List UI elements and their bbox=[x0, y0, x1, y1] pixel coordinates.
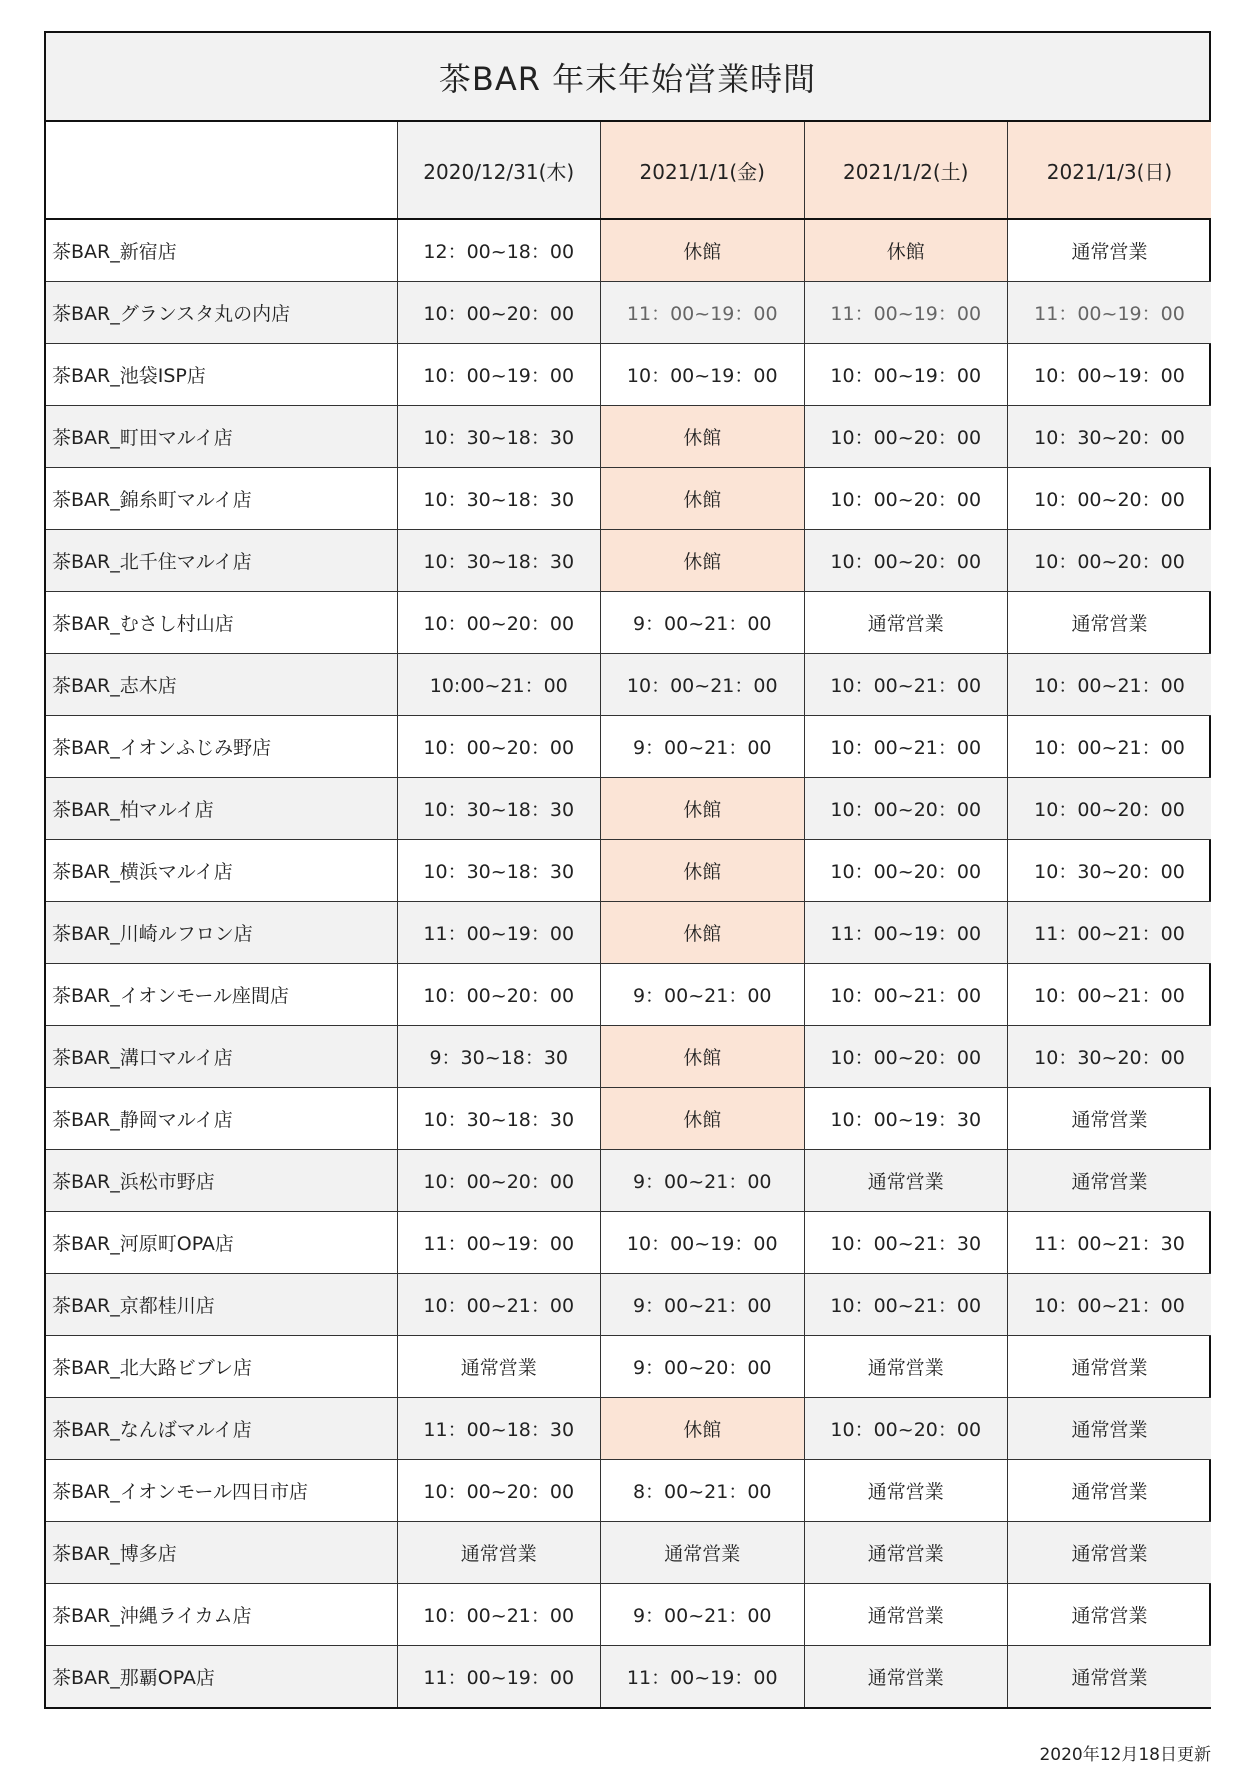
hours-cell: 休館 bbox=[601, 530, 805, 592]
hours-cell: 10：00~20：00 bbox=[1008, 778, 1212, 840]
hours-cell: 10：30~20：00 bbox=[1008, 1026, 1212, 1088]
hours-cell: 10：30~18：30 bbox=[397, 530, 601, 592]
hours-cell: 通常営業 bbox=[1008, 219, 1212, 282]
hours-cell: 通常営業 bbox=[804, 1150, 1008, 1212]
hours-cell: 11：00~19：00 bbox=[804, 902, 1008, 964]
hours-cell: 10：00~21：00 bbox=[397, 1274, 601, 1336]
hours-cell: 9：00~20：00 bbox=[601, 1336, 805, 1398]
hours-cell: 10：00~20：00 bbox=[397, 1150, 601, 1212]
date-header-jan1: 2021/1/1(金) bbox=[601, 122, 805, 219]
hours-cell: 10：00~20：00 bbox=[397, 716, 601, 778]
store-name: 茶BAR_北大路ビブレ店 bbox=[46, 1336, 397, 1398]
table-row bbox=[46, 1336, 1211, 1398]
hours-cell: 10：00~20：00 bbox=[804, 530, 1008, 592]
hours-cell: 10：30~18：30 bbox=[397, 778, 601, 840]
hours-cell: 9：00~21：00 bbox=[601, 1274, 805, 1336]
hours-cell: 10：00~20：00 bbox=[1008, 468, 1212, 530]
hours-cell: 9：00~21：00 bbox=[601, 716, 805, 778]
hours-cell: 9：30~18：30 bbox=[397, 1026, 601, 1088]
hours-cell: 通常営業 bbox=[1008, 592, 1212, 654]
hours-cell: 通常営業 bbox=[1008, 1460, 1212, 1522]
hours-cell: 10：00~21：00 bbox=[601, 654, 805, 716]
hours-cell: 10：00~20：00 bbox=[804, 468, 1008, 530]
hours-cell: 通常営業 bbox=[397, 1336, 601, 1398]
hours-cell: 10：30~20：00 bbox=[1008, 840, 1212, 902]
hours-cell: 11：00~19：00 bbox=[1008, 282, 1212, 344]
hours-cell: 通常営業 bbox=[1008, 1336, 1212, 1398]
hours-cell: 10:00~21：00 bbox=[397, 654, 601, 716]
hours-cell: 10：30~18：30 bbox=[397, 840, 601, 902]
hours-cell: 休館 bbox=[601, 778, 805, 840]
updated-date: 2020年12月18日更新 bbox=[1039, 1745, 1211, 1765]
table-row bbox=[46, 1150, 1211, 1212]
hours-cell: 休館 bbox=[601, 1026, 805, 1088]
store-name: 茶BAR_なんばマルイ店 bbox=[46, 1398, 397, 1460]
table-row bbox=[46, 1460, 1211, 1522]
hours-cell: 通常営業 bbox=[1008, 1398, 1212, 1460]
hours-cell: 10：00~21：00 bbox=[1008, 964, 1212, 1026]
store-name: 茶BAR_京都桂川店 bbox=[46, 1274, 397, 1336]
hours-cell: 通常営業 bbox=[804, 1460, 1008, 1522]
hours-cell: 10：00~21：00 bbox=[804, 654, 1008, 716]
table-row bbox=[46, 1088, 1211, 1150]
hours-cell: 10：30~18：30 bbox=[397, 406, 601, 468]
store-name: 茶BAR_グランスタ丸の内店 bbox=[46, 282, 397, 344]
hours-sheet bbox=[44, 31, 1211, 1709]
hours-cell: 10：00~20：00 bbox=[804, 406, 1008, 468]
table-row bbox=[46, 1646, 1211, 1708]
hours-cell: 通常営業 bbox=[804, 1646, 1008, 1708]
hours-cell: 通常営業 bbox=[1008, 1150, 1212, 1212]
table-body bbox=[46, 219, 1211, 1707]
table-row bbox=[46, 778, 1211, 840]
hours-cell: 通常営業 bbox=[601, 1522, 805, 1584]
hours-cell: 10：00~21：00 bbox=[804, 964, 1008, 1026]
store-name: 茶BAR_川崎ルフロン店 bbox=[46, 902, 397, 964]
store-name: 茶BAR_静岡マルイ店 bbox=[46, 1088, 397, 1150]
hours-cell: 11：00~18：30 bbox=[397, 1398, 601, 1460]
hours-cell: 10：00~20：00 bbox=[397, 964, 601, 1026]
hours-cell: 11：00~19：00 bbox=[601, 1646, 805, 1708]
store-name: 茶BAR_横浜マルイ店 bbox=[46, 840, 397, 902]
date-header-jan2: 2021/1/2(土) bbox=[804, 122, 1008, 219]
hours-cell: 9：00~21：00 bbox=[601, 592, 805, 654]
hours-cell: 10：00~20：00 bbox=[397, 1460, 601, 1522]
store-name: 茶BAR_新宿店 bbox=[46, 219, 397, 282]
hours-cell: 10：00~21：00 bbox=[804, 1274, 1008, 1336]
store-name: 茶BAR_浜松市野店 bbox=[46, 1150, 397, 1212]
hours-cell: 10：00~19：00 bbox=[601, 344, 805, 406]
store-name: 茶BAR_イオンモール四日市店 bbox=[46, 1460, 397, 1522]
hours-cell: 8：00~21：00 bbox=[601, 1460, 805, 1522]
store-name: 茶BAR_イオンモール座間店 bbox=[46, 964, 397, 1026]
hours-cell: 9：00~21：00 bbox=[601, 1584, 805, 1646]
table-row bbox=[46, 902, 1211, 964]
hours-cell: 11：00~19：00 bbox=[397, 902, 601, 964]
store-name: 茶BAR_溝口マルイ店 bbox=[46, 1026, 397, 1088]
hours-cell: 通常営業 bbox=[397, 1522, 601, 1584]
table-row bbox=[46, 654, 1211, 716]
hours-cell: 10：00~19：00 bbox=[1008, 344, 1212, 406]
hours-cell: 通常営業 bbox=[804, 592, 1008, 654]
hours-cell: 10：00~20：00 bbox=[1008, 530, 1212, 592]
hours-cell: 通常営業 bbox=[804, 1336, 1008, 1398]
hours-cell: 通常営業 bbox=[1008, 1646, 1212, 1708]
hours-cell: 10：00~20：00 bbox=[804, 1398, 1008, 1460]
store-name: 茶BAR_博多店 bbox=[46, 1522, 397, 1584]
hours-cell: 9：00~21：00 bbox=[601, 1150, 805, 1212]
store-name: 茶BAR_町田マルイ店 bbox=[46, 406, 397, 468]
hours-cell: 11：00~19：00 bbox=[397, 1212, 601, 1274]
table-row bbox=[46, 1584, 1211, 1646]
table-row bbox=[46, 1522, 1211, 1584]
hours-table bbox=[46, 122, 1211, 1707]
hours-cell: 休館 bbox=[804, 219, 1008, 282]
hours-cell: 11：00~21：00 bbox=[1008, 902, 1212, 964]
date-header-dec31: 2020/12/31(木) bbox=[397, 122, 601, 219]
store-name: 茶BAR_池袋ISP店 bbox=[46, 344, 397, 406]
hours-cell: 10：30~20：00 bbox=[1008, 406, 1212, 468]
store-name: 茶BAR_北千住マルイ店 bbox=[46, 530, 397, 592]
hours-cell: 10：00~21：00 bbox=[1008, 654, 1212, 716]
hours-cell: 休館 bbox=[601, 840, 805, 902]
store-name: 茶BAR_那覇OPA店 bbox=[46, 1646, 397, 1708]
hours-cell: 10：30~18：30 bbox=[397, 1088, 601, 1150]
hours-cell: 10：00~20：00 bbox=[397, 592, 601, 654]
hours-cell: 10：00~19：00 bbox=[601, 1212, 805, 1274]
table-row bbox=[46, 592, 1211, 654]
date-header-jan3: 2021/1/3(日) bbox=[1008, 122, 1212, 219]
table-row bbox=[46, 1026, 1211, 1088]
table-row bbox=[46, 1212, 1211, 1274]
hours-cell: 12：00~18：00 bbox=[397, 219, 601, 282]
hours-cell: 10：00~19：00 bbox=[804, 344, 1008, 406]
hours-cell: 10：30~18：30 bbox=[397, 468, 601, 530]
store-name: 茶BAR_沖縄ライカム店 bbox=[46, 1584, 397, 1646]
table-row bbox=[46, 406, 1211, 468]
table-row bbox=[46, 964, 1211, 1026]
hours-cell: 休館 bbox=[601, 1088, 805, 1150]
table-row bbox=[46, 282, 1211, 344]
hours-cell: 休館 bbox=[601, 1398, 805, 1460]
hours-cell: 休館 bbox=[601, 902, 805, 964]
table-row bbox=[46, 468, 1211, 530]
hours-cell: 9：00~21：00 bbox=[601, 964, 805, 1026]
hours-cell: 11：00~19：00 bbox=[804, 282, 1008, 344]
hours-cell: 通常営業 bbox=[1008, 1584, 1212, 1646]
table-row bbox=[46, 219, 1211, 282]
hours-cell: 10：00~21：30 bbox=[804, 1212, 1008, 1274]
hours-cell: 10：00~19：00 bbox=[397, 344, 601, 406]
store-name: 茶BAR_河原町OPA店 bbox=[46, 1212, 397, 1274]
store-name: 茶BAR_柏マルイ店 bbox=[46, 778, 397, 840]
store-name: 茶BAR_むさし村山店 bbox=[46, 592, 397, 654]
hours-cell: 11：00~19：00 bbox=[601, 282, 805, 344]
hours-cell: 10：00~20：00 bbox=[804, 840, 1008, 902]
hours-cell: 通常営業 bbox=[1008, 1088, 1212, 1150]
hours-cell: 10：00~21：00 bbox=[1008, 1274, 1212, 1336]
hours-cell: 10：00~20：00 bbox=[804, 1026, 1008, 1088]
hours-cell: 通常営業 bbox=[1008, 1522, 1212, 1584]
hours-cell: 10：00~21：00 bbox=[397, 1584, 601, 1646]
table-row bbox=[46, 840, 1211, 902]
hours-cell: 11：00~21：30 bbox=[1008, 1212, 1212, 1274]
header-row bbox=[46, 122, 1211, 219]
hours-cell: 10：00~20：00 bbox=[804, 778, 1008, 840]
table-row bbox=[46, 716, 1211, 778]
hours-cell: 11：00~19：00 bbox=[397, 1646, 601, 1708]
hours-cell: 通常営業 bbox=[804, 1584, 1008, 1646]
hours-cell: 10：00~21：00 bbox=[804, 716, 1008, 778]
hours-cell: 通常営業 bbox=[804, 1522, 1008, 1584]
hours-cell: 休館 bbox=[601, 219, 805, 282]
store-name: 茶BAR_志木店 bbox=[46, 654, 397, 716]
page-title: 茶BAR 年末年始営業時間 bbox=[46, 33, 1209, 122]
store-column-header bbox=[46, 122, 397, 219]
hours-cell: 10：00~20：00 bbox=[397, 282, 601, 344]
table-row bbox=[46, 1274, 1211, 1336]
table-row bbox=[46, 1398, 1211, 1460]
store-name: 茶BAR_錦糸町マルイ店 bbox=[46, 468, 397, 530]
hours-cell: 10：00~21：00 bbox=[1008, 716, 1212, 778]
table-row bbox=[46, 344, 1211, 406]
hours-cell: 休館 bbox=[601, 468, 805, 530]
hours-cell: 休館 bbox=[601, 406, 805, 468]
hours-cell: 10：00~19：30 bbox=[804, 1088, 1008, 1150]
store-name: 茶BAR_イオンふじみ野店 bbox=[46, 716, 397, 778]
table-row bbox=[46, 530, 1211, 592]
